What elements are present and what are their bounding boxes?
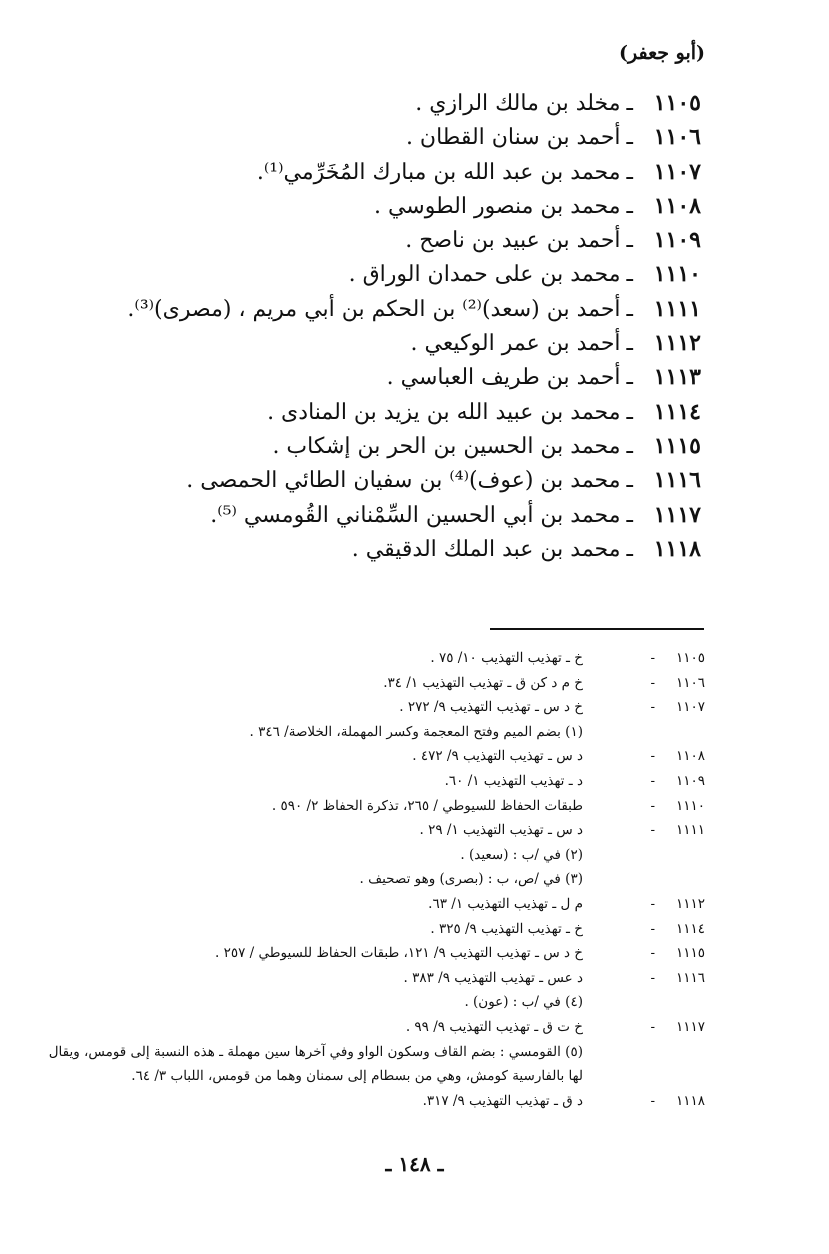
entry-row: [61, 532, 701, 566]
footnote-text: خ م د كن ق ـ تهذيب التهذيب ١/ ٣٤.: [383, 674, 583, 691]
footnote-dash: -: [650, 1018, 655, 1035]
entry-number: ١١٠٦: [653, 124, 701, 151]
footnote-text: م ل ـ تهذيب التهذيب ١/ ٦٣.: [428, 895, 583, 912]
entry-row: [61, 463, 701, 497]
entry-number: ١١٠٥: [653, 90, 701, 116]
entry-row: [61, 120, 701, 154]
footnote-text: د ـ تهذيب التهذيب ١/ ٦٠.: [444, 772, 583, 789]
footnote-text: خ ـ تهذيب التهذيب ٩/ ٣٢٥ .: [430, 920, 583, 937]
footnote-text: خ د س ـ تهذيب التهذيب ٩/ ١٢١، طبقات الحفاظ للسيوطي / ٢٥٧ .: [215, 945, 583, 962]
entry-row: [61, 155, 701, 189]
footnote-number: ١١١٧: [675, 1018, 705, 1035]
entry-text: أحمد بن سنان القطان .: [405, 125, 621, 151]
entry-number: ١١١٦: [653, 467, 701, 494]
footnote-text: د ق ـ تهذيب التهذيب ٩/ ٣١٧.: [422, 1092, 583, 1109]
entry-dash: ـ: [626, 502, 633, 528]
entry-text: مخلد بن مالك الرازي .: [415, 91, 621, 116]
footnote-dash: -: [650, 772, 655, 789]
entry-dash: ـ: [626, 193, 633, 219]
footnote-dash: -: [650, 748, 655, 765]
footnote-number: ١١١٠: [675, 797, 705, 814]
footnote-row: [45, 1015, 705, 1040]
entry-number: ١١١٨: [653, 535, 701, 562]
footnote-number: ١١٠٩: [675, 772, 705, 789]
footnote-number: ١١٠٨: [675, 748, 705, 765]
footnote-row: [45, 671, 705, 696]
entry-row: [61, 326, 701, 360]
entry-dash: ـ: [626, 159, 633, 185]
footnote-dash: -: [650, 650, 655, 666]
footnote-text: (٥) القومسي : بضم القاف وسكون الواو وفي آخرها سين مهملة ـ هذه النسبة إلى قومس، ويقال لها بالفارسية كومش، وهي من بسطام إلى سمنان وهما من قومس، اللباب ٣/ ٦٤.: [48, 1043, 583, 1084]
entry-dash: ـ: [626, 91, 633, 116]
footnote-separator: [490, 628, 704, 630]
entry-row: [61, 429, 701, 463]
footnote-row: [45, 769, 705, 794]
footnote-row: [45, 818, 705, 843]
entry-dash: ـ: [626, 399, 633, 425]
footnote-number: ١١١١: [675, 822, 705, 839]
entry-list: [61, 86, 701, 566]
footnote-row: [45, 892, 705, 917]
entry-dash: ـ: [626, 536, 633, 562]
footnote-dash: -: [650, 969, 655, 986]
footnote-list: [45, 646, 705, 1113]
entry-dash: ـ: [626, 433, 633, 459]
footnote-dash: -: [650, 920, 655, 937]
footnote-text: (١) بضم الميم وفتح المعجمة وكسر المهملة، الخلاصة/ ٣٤٦ .: [249, 723, 583, 740]
footnote-text: خ ت ق ـ تهذيب التهذيب ٩/ ٩٩ .: [405, 1018, 583, 1035]
footnote-note: [45, 843, 705, 868]
entry-dash: ـ: [626, 125, 633, 151]
footnote-dash: -: [650, 674, 655, 691]
entry-text: محمد بن عبد الله بن مبارك المُخَرِّمي⁽¹⁾.: [256, 159, 621, 185]
entry-row: [61, 223, 701, 257]
entry-text: أحمد بن عبيد بن ناصح .: [405, 228, 621, 254]
footnote-dash: -: [650, 895, 655, 912]
entry-dash: ـ: [626, 262, 633, 288]
footnote-number: ١١١٤: [675, 920, 705, 937]
entry-text: محمد بن أبي الحسين السِّمْناني القُومسي ⁽⁵⁾.: [210, 502, 621, 528]
footnote-text: د عس ـ تهذيب التهذيب ٩/ ٣٨٣ .: [403, 969, 583, 986]
footnote-note: [45, 867, 705, 892]
entry-text: محمد بن (عوف)⁽⁴⁾ بن سفيان الطائي الحمصى .: [186, 468, 621, 494]
running-header: (أبو جعفر): [619, 42, 705, 64]
entry-row: [61, 498, 701, 532]
footnote-row: [45, 646, 705, 671]
footnote-dash: -: [650, 699, 655, 716]
footnote-text: خ د س ـ تهذيب التهذيب ٩/ ٢٧٢ .: [399, 699, 583, 716]
footnote-note: [45, 720, 705, 745]
entry-row: [61, 360, 701, 394]
entry-number: ١١١٥: [653, 432, 701, 459]
footnote-number: ١١٠٦: [675, 674, 705, 691]
entry-text: محمد بن منصور الطوسي .: [373, 193, 621, 219]
entry-dash: ـ: [626, 228, 633, 254]
entry-number: ١١١٢: [653, 330, 701, 357]
entry-number: ١١٠٨: [653, 192, 701, 219]
entry-text: أحمد بن طريف العباسي .: [386, 365, 621, 391]
footnote-row: [45, 917, 705, 942]
entry-row: [61, 86, 701, 120]
entry-text: محمد بن عبد الملك الدقيقي .: [351, 536, 621, 562]
entry-row: [61, 292, 701, 326]
footnote-row: [45, 1089, 705, 1114]
footnote-row: [45, 794, 705, 819]
entry-number: ١١١٤: [653, 398, 701, 425]
entry-number: ١١١٣: [653, 364, 701, 391]
entry-text: محمد بن عبيد الله بن يزيد بن المنادى .: [267, 399, 621, 425]
entry-text: محمد بن على حمدان الوراق .: [348, 262, 621, 288]
footnote-number: ١١١٢: [675, 895, 705, 912]
footnote-number: ١١١٦: [675, 969, 705, 986]
footnote-dash: -: [650, 945, 655, 962]
footnote-text: د س ـ تهذيب التهذيب ٩/ ٤٧٢ .: [412, 748, 583, 765]
entry-text: أحمد بن (سعد)⁽²⁾ بن الحكم بن أبي مريم ، (مصرى)⁽³⁾.: [127, 296, 621, 322]
footnote-row: [45, 744, 705, 769]
footnote-text: (٣) في /ص، ب : (بصرى) وهو تصحيف .: [359, 871, 583, 888]
entry-number: ١١١٠: [653, 261, 701, 288]
entry-text: أحمد بن عمر الوكيعي .: [410, 331, 621, 357]
entry-dash: ـ: [626, 468, 633, 494]
entry-number: ١١١١: [653, 295, 701, 322]
footnote-dash: -: [650, 822, 655, 839]
entry-row: [61, 395, 701, 429]
entry-row: [61, 189, 701, 223]
footnote-text: خ ـ تهذيب التهذيب ١٠/ ٧٥ .: [430, 650, 583, 666]
footnote-text: د س ـ تهذيب التهذيب ١/ ٢٩ .: [419, 822, 583, 839]
entry-number: ١١٠٩: [653, 227, 701, 254]
page-number: ـ ١٤٨ ـ: [385, 1152, 444, 1176]
footnote-note: [45, 990, 705, 1015]
footnote-number: ١١١٨: [675, 1092, 705, 1109]
footnote-dash: -: [650, 797, 655, 814]
footnote-row: [45, 966, 705, 991]
entry-dash: ـ: [626, 331, 633, 357]
footnote-row: [45, 695, 705, 720]
footnote-text: (٢) في /ب : (سعيد) .: [460, 846, 583, 863]
entry-dash: ـ: [626, 296, 633, 322]
footnote-number: ١١١٥: [675, 945, 705, 962]
footnote-number: ١١٠٥: [675, 650, 705, 666]
footnote-dash: -: [650, 1092, 655, 1109]
entry-number: ١١١٧: [653, 501, 701, 528]
entry-row: [61, 257, 701, 291]
footnote-text: طبقات الحفاظ للسيوطي / ٢٦٥، تذكرة الحفاظ ٢/ ٥٩٠ .: [271, 797, 583, 814]
footnote-number: ١١٠٧: [675, 699, 705, 716]
entry-text: محمد بن الحسين بن الحر بن إشكاب .: [272, 433, 621, 459]
footnote-text: (٤) في /ب : (عون) .: [464, 994, 583, 1011]
footnote-note: [45, 1040, 705, 1089]
footnote-row: [45, 941, 705, 966]
entry-number: ١١٠٧: [653, 158, 701, 185]
entry-dash: ـ: [626, 365, 633, 391]
